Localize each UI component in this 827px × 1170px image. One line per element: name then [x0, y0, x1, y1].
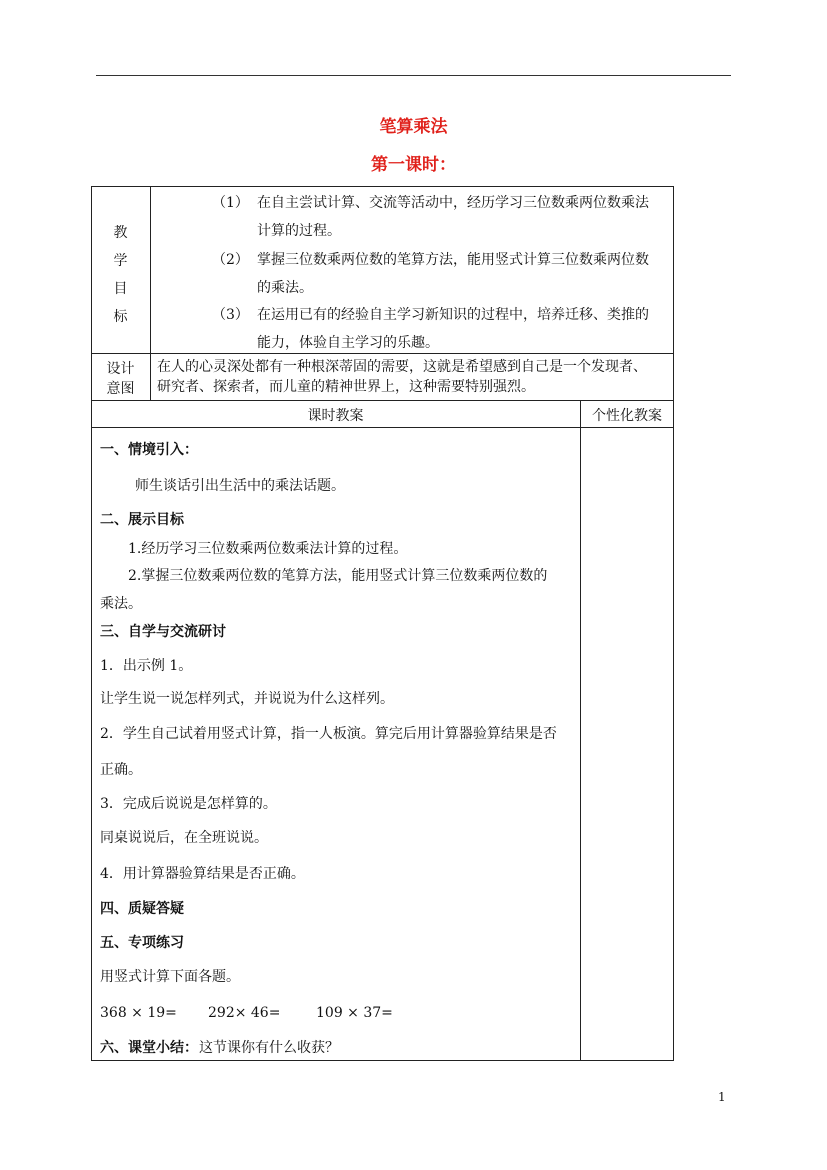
section-text: 用竖式计算下面各题。 [100, 969, 240, 985]
design-intent-label: 意图 [106, 381, 135, 397]
section-title: 一、情境引入： [100, 442, 198, 458]
objective-text: 能力，体验自主学习的乐趣。 [257, 335, 439, 351]
header-rule [96, 75, 731, 76]
label-column-divider [150, 186, 151, 400]
section-text: 乘法。 [100, 596, 142, 612]
section-title: 三、自学与交流研讨 [100, 624, 226, 640]
section-title: 二、展示目标 [100, 512, 184, 528]
document-subtitle: 第一课时： [371, 155, 456, 175]
objective-text: 的乘法。 [257, 280, 313, 296]
objectives-label-char: 标 [113, 309, 128, 325]
personal-column-header: 个性化教案 [592, 408, 662, 424]
objectives-label-char: 教 [113, 225, 128, 241]
practice-problem: 368 × 19= [100, 1005, 177, 1021]
section-text: 4．用计算器验算结果是否正确。 [100, 866, 305, 882]
objective-text: 在运用已有的经验自主学习新知识的过程中，培养迁移、类推的 [257, 307, 649, 323]
section-text: 2．学生自己试着用竖式计算，指一人板演。算完后用计算器验算结果是否 [100, 726, 557, 742]
row-divider-intent [91, 400, 674, 401]
row-divider-objectives [91, 353, 674, 354]
objective-number: （3） [212, 307, 249, 323]
section-text: 这节课你有什么收获？ [199, 1040, 339, 1056]
section-title: 四、质疑答疑 [100, 901, 184, 917]
objective-text: 掌握三位数乘两位数的笔算方法，能用竖式计算三位数乘两位数 [257, 252, 649, 268]
practice-problem: 292× 46= [208, 1005, 281, 1021]
plan-column-header: 课时教案 [307, 408, 364, 424]
row-divider-headers [91, 427, 674, 428]
section-text: 让学生说一说怎样列式，并说说为什么这样列。 [100, 691, 394, 707]
objective-number: （1） [212, 195, 249, 211]
section-title: 六、课堂小结： [100, 1040, 198, 1056]
section-text: 师生谈话引出生活中的乘法话题。 [135, 478, 345, 494]
section-text: 正确。 [100, 762, 142, 778]
page-number: 1 [718, 1090, 726, 1104]
section-text: 1．出示例 1。 [100, 658, 193, 674]
section-title: 五、专项练习 [100, 935, 184, 951]
personal-column-divider [580, 400, 581, 1061]
section-text: 同桌说说后，在全班说说。 [100, 830, 268, 846]
objectives-label-char: 目 [113, 281, 128, 297]
section-text: 1.经历学习三位数乘两位数乘法计算的过程。 [128, 541, 408, 557]
practice-problem: 109 × 37= [316, 1005, 393, 1021]
design-intent-text: 研究者、探索者，而儿童的精神世界上，这种需要特别强烈。 [157, 379, 535, 395]
design-intent-label: 设计 [106, 361, 135, 377]
design-intent-text: 在人的心灵深处都有一种根深蒂固的需要，这就是希望感到自己是一个发现者、 [157, 359, 647, 375]
objective-text: 计算的过程。 [257, 223, 341, 239]
objective-number: （2） [212, 252, 249, 268]
section-text: 3．完成后说说是怎样算的。 [100, 796, 277, 812]
document-title: 笔算乘法 [379, 117, 448, 137]
objective-text: 在自主尝试计算、交流等活动中，经历学习三位数乘两位数乘法 [257, 195, 649, 211]
objectives-label-char: 学 [113, 253, 128, 269]
section-text: 2.掌握三位数乘两位数的笔算方法，能用竖式计算三位数乘两位数的 [128, 568, 548, 584]
